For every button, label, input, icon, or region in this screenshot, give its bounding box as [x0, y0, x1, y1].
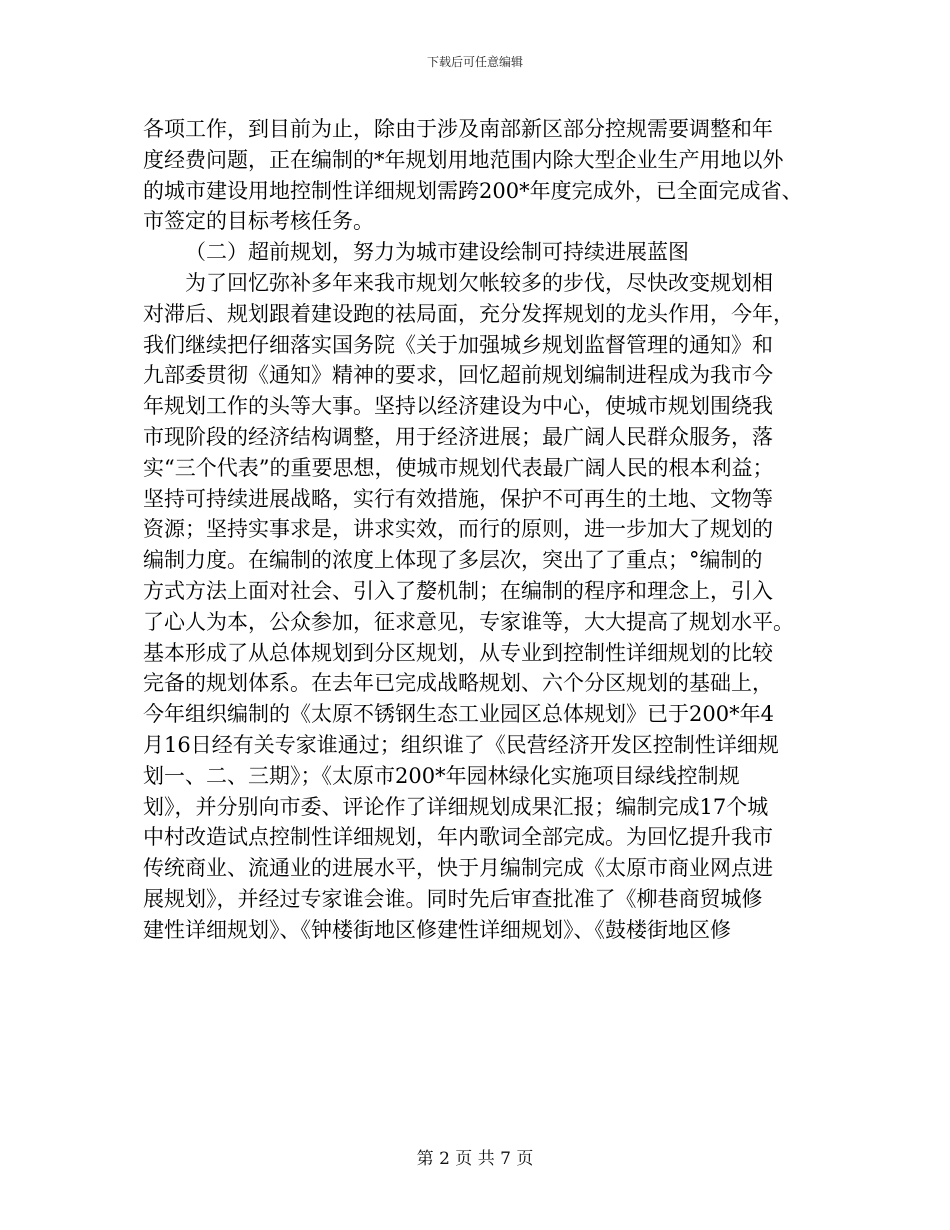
page-header-note: 下载后可任意编辑	[426, 55, 523, 69]
text-line: 九部委贯彻《通知》精神的要求，回忆超前规划编制进程成为我市今	[143, 363, 773, 388]
text-line: 年规划工作的头等大事。坚持以经济建设为中心，使城市规划围绕我	[143, 394, 773, 419]
text-line: 市签定的目标考核任务。	[143, 209, 374, 234]
text-line: 了心人为本，公众参加，征求意见，专家谁等，大大提高了规划水平。	[143, 609, 794, 634]
text-line: （二）超前规划，努力为城市建设绘制可持续进展蓝图	[185, 240, 689, 265]
text-line: 传统商业、流通业的进展水平，快于月编制完成《太原市商业网点进	[143, 856, 773, 881]
text-line: 划一、二、三期》；《太原市200*年园林绿化实施项目绿线控制规	[143, 763, 740, 788]
text-line: 编制力度。在编制的浓度上体现了多层次，突出了了重点；°编制的	[143, 548, 763, 573]
text-line: 展规划》，并经过专家谁会谁。同时先后审查批准了《柳巷商贸城修	[143, 886, 763, 911]
document-body	[143, 114, 823, 946]
text-line: 中村改造试点控制性详细规划，年内歌词全部完成。为回忆提升我市	[143, 825, 773, 850]
text-line: 的城市建设用地控制性详细规划需跨200*年度完成外，已全面完成省、	[143, 178, 803, 203]
text-line: 完备的规划体系。在去年已完成战略规划、六个分区规划的基础上，	[143, 671, 773, 696]
text-line: 我们继续把仔细落实国务院《关于加强城乡规划监督管理的通知》和	[143, 332, 773, 357]
text-line: 月16日经有关专家谁通过；组织谁了《民营经济开发区控制性详细规	[143, 732, 779, 757]
text-line: 实“三个代表”的重要思想，使城市规划代表最广阔人民的根本利益；	[143, 455, 774, 480]
text-line: 方式方法上面对社会、引入了嫠机制；在编制的程序和理念上，引入	[143, 578, 773, 603]
text-line: 度经费问题，正在编制的*年规划用地范围内除大型企业生产用地以外	[143, 147, 784, 172]
text-line: 基本形成了从总体规划到分区规划，从专业到控制性详细规划的比较	[143, 640, 773, 665]
text-line: 对滞后、规划跟着建设跑的祛局面，充分发挥规划的龙头作用，今年，	[143, 301, 794, 326]
text-line: 市现阶段的经济结构调整，用于经济进展；最广阔人民群众服务，落	[143, 424, 773, 449]
text-line: 各项工作，到目前为止，除由于涉及南部新区部分控规需要调整和年	[143, 117, 773, 141]
text-line: 坚持可持续进展战略，实行有效措施，保护不可再生的土地、文物等	[143, 486, 773, 511]
text-line: 今年组织编制的《太原不锈钢生态工业园区总体规划》已于200*年4	[143, 702, 774, 727]
text-line: 为了回忆弥补多年来我市规划欠帐较多的步伐，尽快改变规划相	[185, 270, 773, 295]
page-number-footer: 第 2 页 共 7 页	[416, 1149, 534, 1169]
text-line: 划》，并分别向市委、评论作了详细规划成果汇报；编制完成17个城	[143, 794, 769, 819]
text-line: 资源；坚持实事求是，讲求实效，而行的原则，进一步加大了规划的	[143, 517, 773, 542]
text-line: 建性详细规划》、《钟楼街地区修建性详细规划》、《鼓楼街地区修	[143, 917, 731, 942]
